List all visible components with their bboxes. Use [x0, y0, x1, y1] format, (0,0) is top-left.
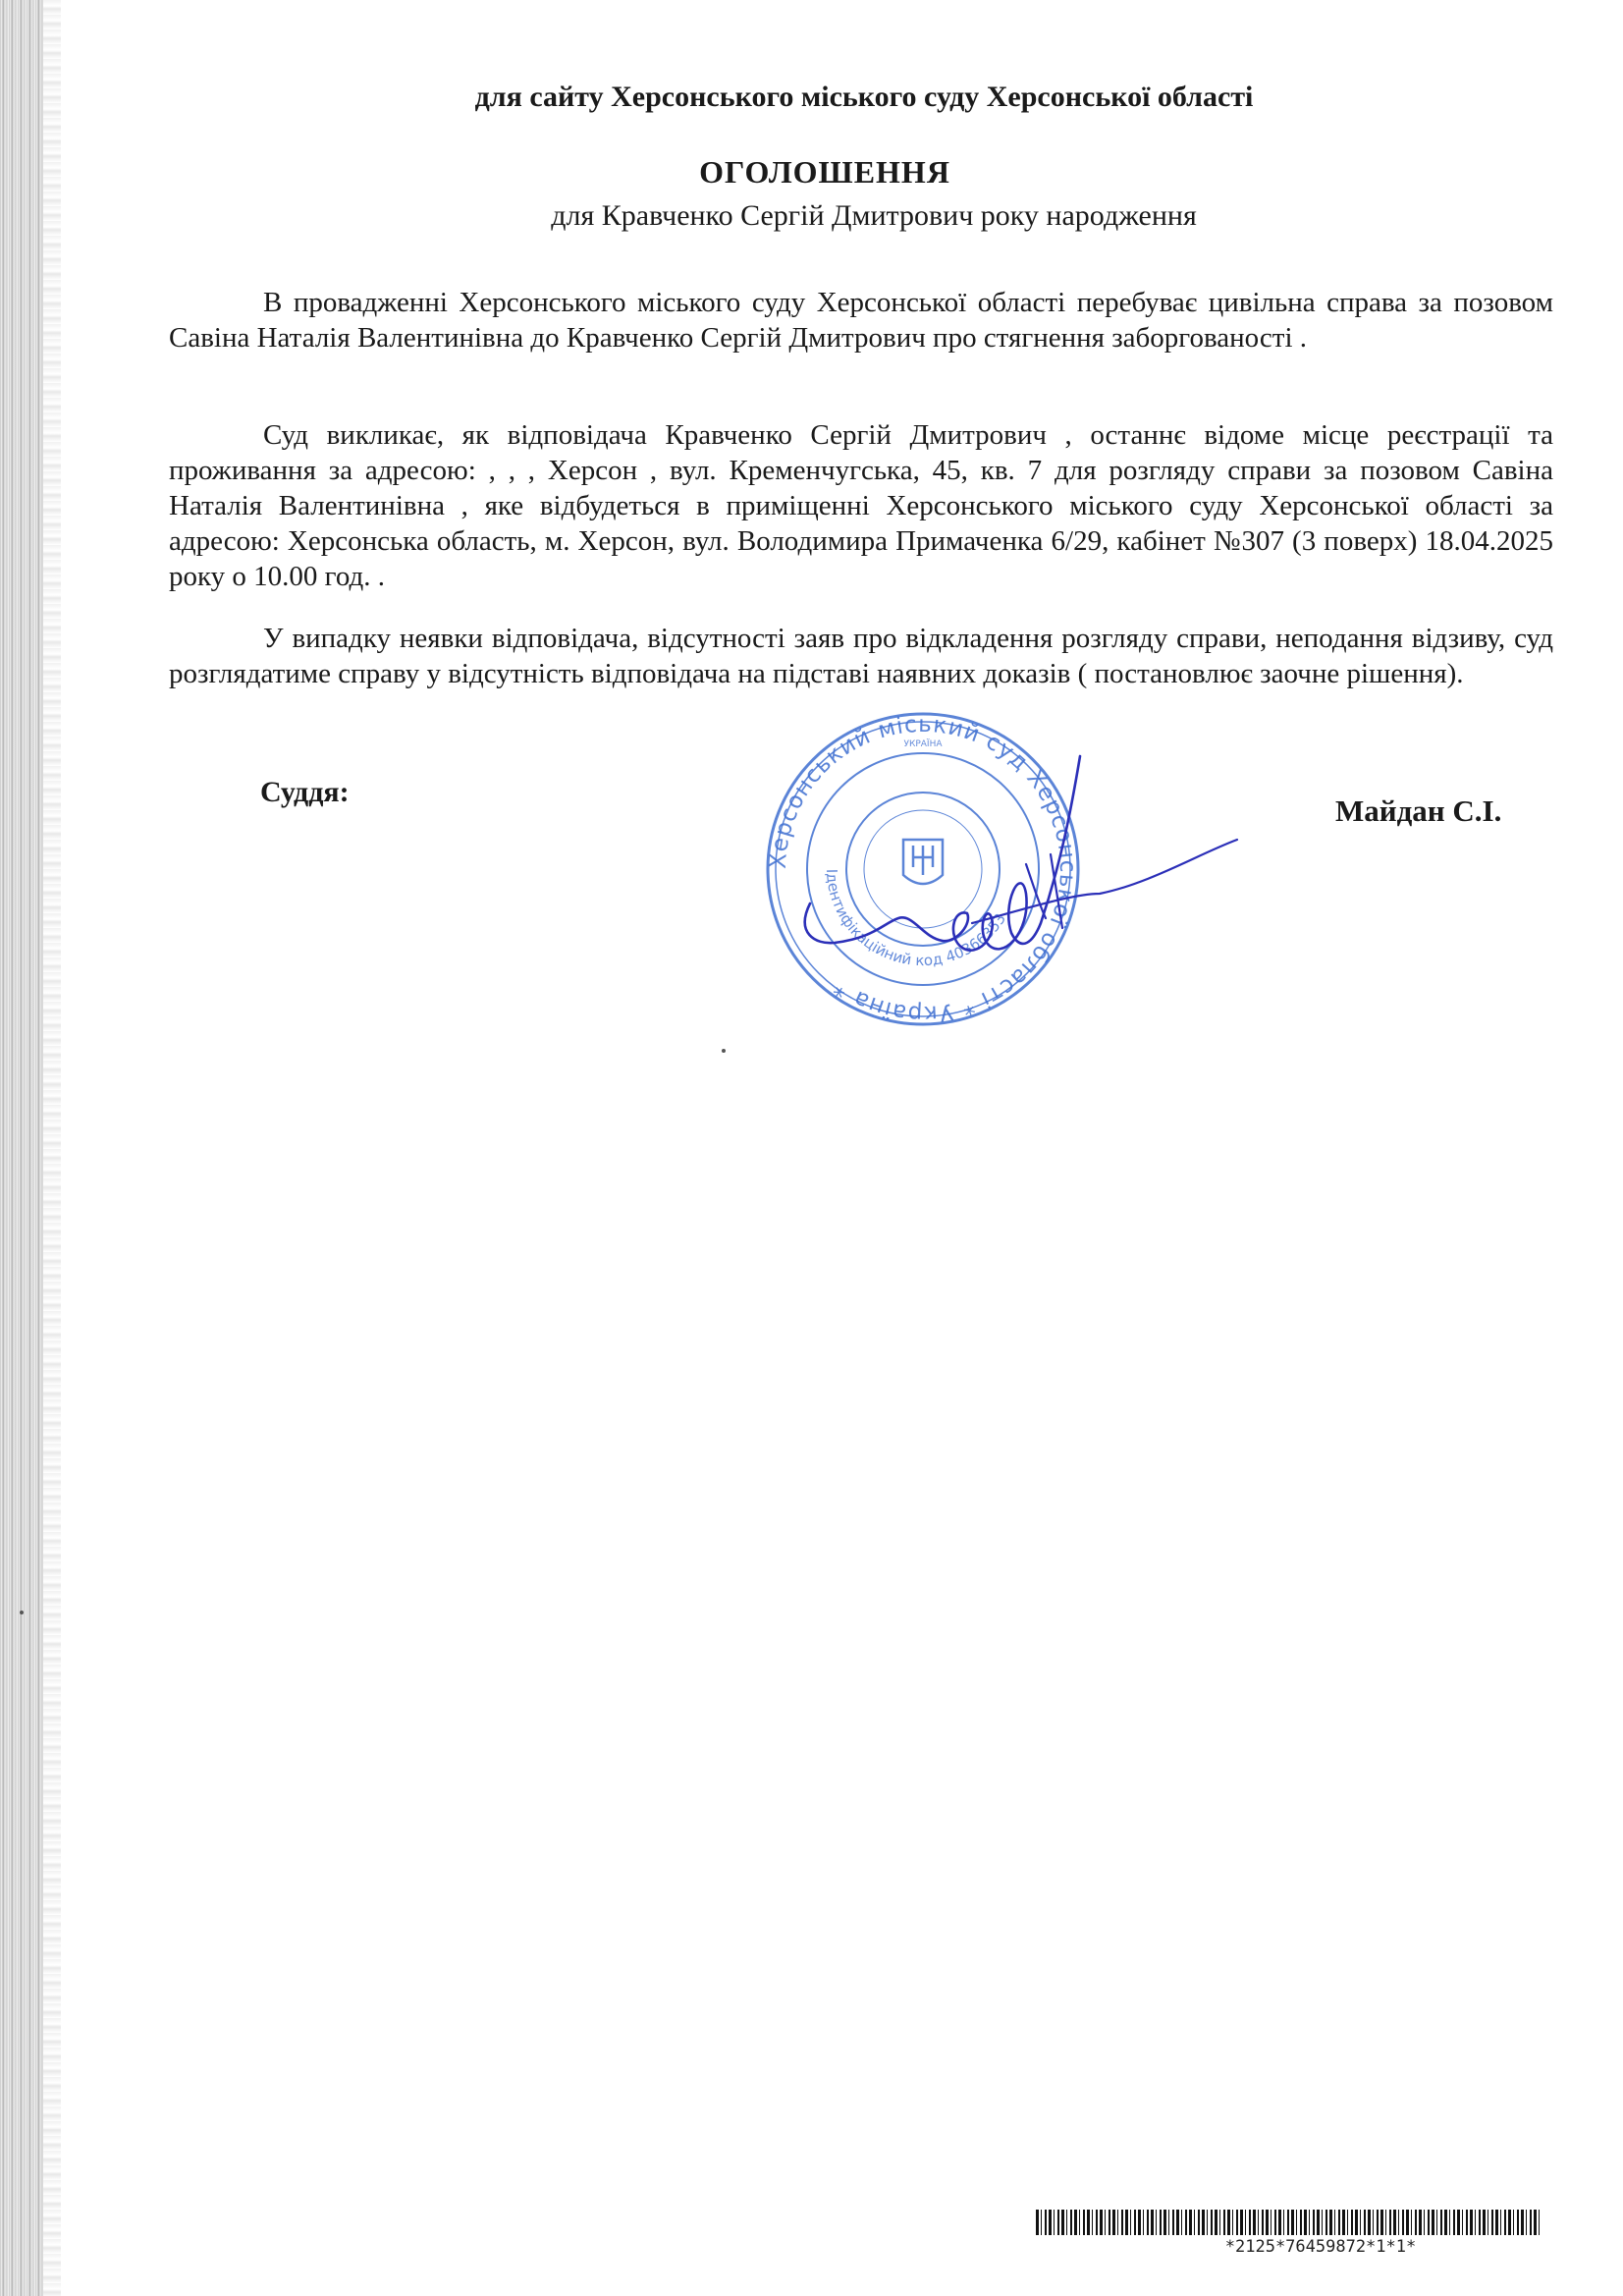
paragraph-consequences: [169, 621, 1553, 691]
paragraph-summons-text: Суд викликає, як відповідача Кравченко Сергій Дмитрович , останнє відоме місце реєстрації та проживання за адресою: , , , Херсон , вул. Кременчугська, 45, кв. 7 для розгляду справи за позовом Савіна Наталія Валентинівна , яке відбудеться в приміщенні Херсонського міського суду Херсонської області за адресою: Херсонська область, м. Херсон, вул. Володимира Примаченка 6/29, кабінет №307 (3 поверх) 18.04.2025 року о 10.00 год. .: [169, 419, 1553, 592]
seal-inner-text: Ідентифікаційний код 40366353: [822, 868, 1010, 970]
scan-edge-shadow: [43, 0, 61, 2296]
document-barcode: [1036, 2210, 1542, 2235]
document-subtitle: для Кравченко Сергій Дмитрович року народження: [551, 199, 1197, 232]
scan-speck: [722, 1049, 726, 1053]
scan-edge-left: [0, 0, 43, 2296]
seal-ring-label: УКРАЇНА: [903, 739, 943, 749]
scan-speck: [20, 1611, 24, 1614]
paragraph-case-info-text: В провадженні Херсонського міського суду Херсонської області перебуває цивільна справа за позовом Савіна Наталія Валентинівна до Кравченко Сергій Дмитрович про стягнення заборгованості .: [169, 287, 1553, 354]
document-title: ОГОЛОШЕННЯ: [699, 154, 950, 190]
site-header: для сайту Херсонського міського суду Херсонської області: [474, 81, 1254, 113]
paragraph-case-info: [169, 285, 1553, 355]
judge-label: Суддя:: [260, 776, 350, 808]
paragraph-summons: [169, 417, 1553, 594]
judge-signature: [776, 746, 1247, 1002]
seal-outer-text: Херсонський міський суд Херсонської області * Україна *: [765, 711, 1081, 1027]
judge-name: Майдан С.І.: [1335, 793, 1502, 828]
barcode-number: *2125*76459872*1*1*: [1224, 2237, 1417, 2257]
paragraph-consequences-text: У випадку неявки відповідача, відсутності заяв про відкладення розгляду справи, неподання відзиву, суд розглядатиме справу у відсутність відповідача на підставі наявних доказів ( постановлює заочне рішення).: [169, 623, 1553, 689]
signature-icon: [776, 746, 1247, 1002]
